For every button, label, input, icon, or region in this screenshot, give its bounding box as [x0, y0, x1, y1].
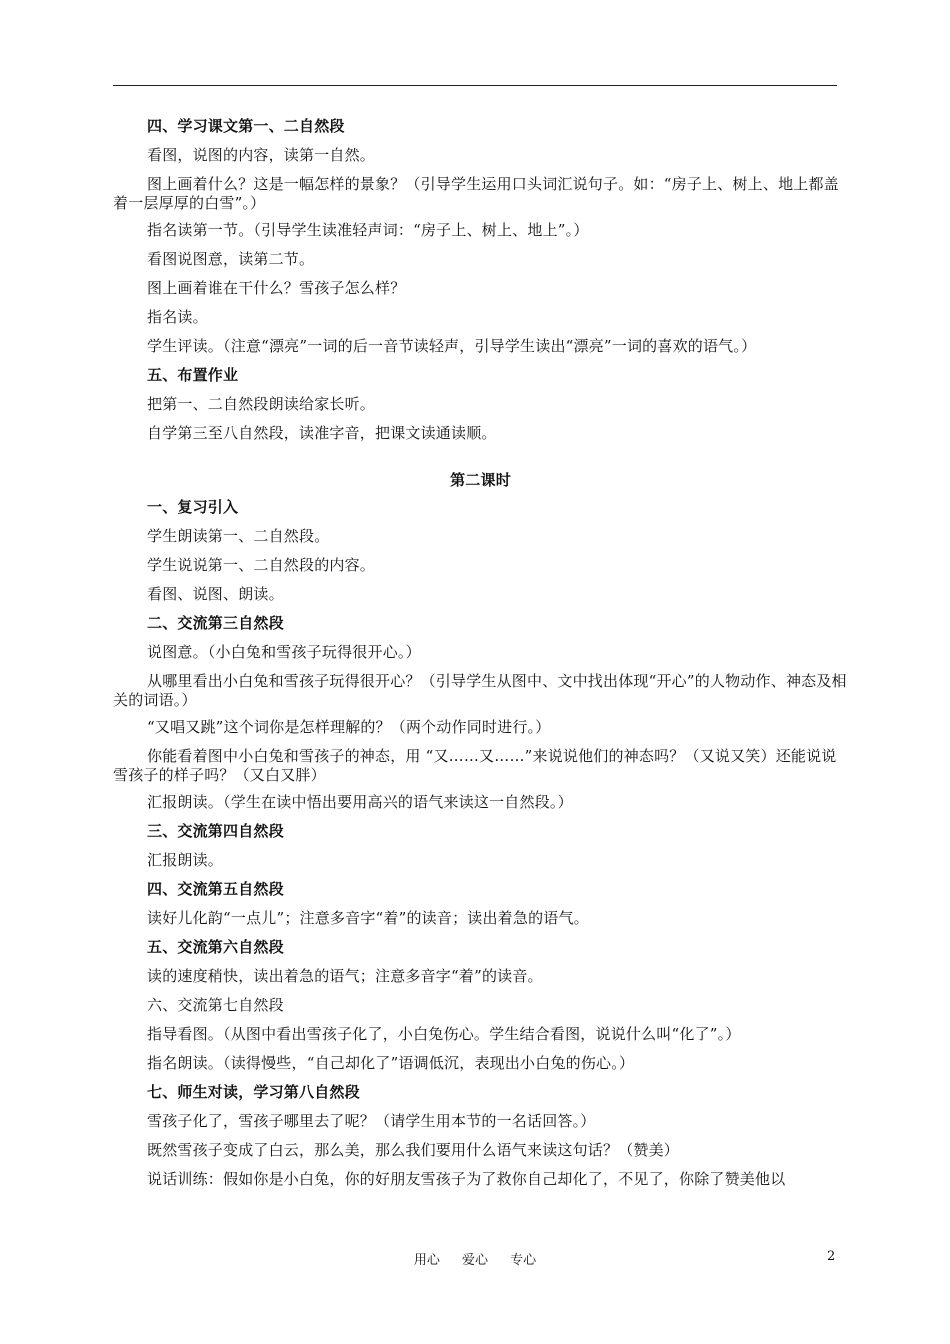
- paragraph: 学生说说第一、二自然段的内容。: [147, 556, 376, 574]
- paragraph: 看图，说图的内容，读第一自然。: [147, 146, 376, 164]
- section-heading: 一、复习引入: [147, 498, 239, 516]
- document-body: [113, 117, 848, 1199]
- paragraph: 学生朗读第一、二自然段。: [147, 527, 330, 545]
- section-heading: 三、交流第四自然段: [147, 822, 284, 840]
- paragraph: “又唱又跳”这个词你是怎样理解的？（两个动作同时进行。）: [147, 718, 551, 736]
- paragraph: 汇报朗读。: [147, 851, 224, 869]
- paragraph: 学生评读。（注意“漂亮”一词的后一音节读轻声，引导学生读出“漂亮”一词的喜欢的语气。）: [147, 337, 757, 355]
- paragraph: 从哪里看出小白兔和雪孩子玩得很开心？（引导学生从图中、文中找出体现“开心”的人物动作、神态及相关的词语。）: [113, 672, 847, 709]
- header-rule: [113, 85, 837, 86]
- paragraph: 六、交流第七自然段: [147, 996, 284, 1014]
- paragraph: 既然雪孩子变成了白云，那么美，那么我们要用什么语气来读这句话？（赞美）: [147, 1141, 680, 1159]
- section-title: 第二课时: [450, 471, 511, 489]
- paragraph: 图上画着谁在干什么？雪孩子怎么样？: [147, 279, 406, 297]
- paragraph: 看图说图意，读第二节。: [147, 250, 315, 268]
- section-heading: 四、交流第五自然段: [147, 880, 284, 898]
- section-heading: 七、师生对读，学习第八自然段: [147, 1083, 360, 1101]
- page-number: 2: [827, 1249, 836, 1264]
- paragraph: 指名朗读。（读得慢些，“自己却化了”语调低沉，表现出小白兔的伤心。）: [147, 1054, 635, 1072]
- paragraph: 说图意。（小白兔和雪孩子玩得很开心。）: [147, 643, 421, 661]
- section-heading: 五、布置作业: [147, 366, 239, 384]
- paragraph: 指名读。: [147, 308, 208, 326]
- section-heading: 二、交流第三自然段: [147, 614, 284, 632]
- paragraph: 雪孩子化了，雪孩子哪里去了呢？（请学生用本节的一名话回答。）: [147, 1112, 596, 1130]
- section-heading: 五、交流第六自然段: [147, 938, 284, 956]
- paragraph: 你能看着图中小白兔和雪孩子的神态，用 “又……又……”来说说他们的神态吗？（又说又笑）还能说说雪孩子的样子吗？（又白又胖）: [113, 747, 837, 784]
- paragraph: 读的速度稍快，读出着急的语气；注意多音字“着”的读音。: [147, 967, 543, 985]
- paragraph: 把第一、二自然段朗读给家长听。: [147, 395, 376, 413]
- lesson-part-2: [113, 498, 848, 1189]
- paragraph: 汇报朗读。（学生在读中悟出要用高兴的语气来读这一自然段。）: [147, 793, 573, 811]
- paragraph: 图上画着什么？这是一幅怎样的景象？（引导学生运用口头词汇说句子。如：“房子上、树上、地上都盖着一层厚厚的白雪”。）: [113, 175, 839, 212]
- paragraph: 指导看图。（从图中看出雪孩子化了，小白兔伤心。学生结合看图，说说什么叫“化了”。）: [147, 1025, 741, 1043]
- paragraph: 看图、说图、朗读。: [147, 585, 284, 603]
- paragraph: 指名读第一节。（引导学生读准轻声词：“房子上、树上、地上”。）: [147, 221, 589, 239]
- footer-motto: 用心 爱心 专心: [413, 1253, 537, 1268]
- paragraph: 读好儿化韵“一点儿”；注意多音字“着”的读音；读出着急的语气。: [147, 909, 589, 927]
- lesson-part-1: [113, 117, 848, 443]
- paragraph: 自学第三至八自然段，读准字音，把课文读通读顺。: [147, 424, 497, 442]
- paragraph: 说话训练：假如你是小白兔，你的好朋友雪孩子为了救你自己却化了，不见了，你除了赞美他以: [147, 1170, 786, 1188]
- section-heading: 四、学习课文第一、二自然段: [147, 117, 345, 135]
